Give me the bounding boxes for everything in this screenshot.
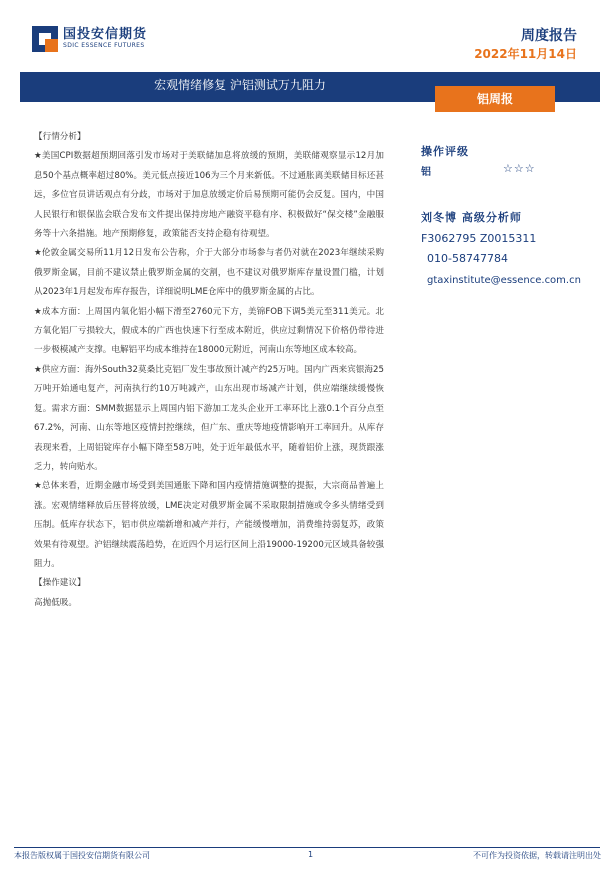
market-analysis-heading: 【行情分析】 (34, 132, 86, 142)
paragraph-us-macro: ★美国CPI数据超预期回落引发市场对于美联储加息将放缓的预期，美联储观察显示12月加息50个基点概率超过80%。美元低点接近106为三个月来新低。不过通胀离美联储目标还甚远，多位官员讲话观点有分歧，市场对于加息放缓定价后易预期可能仍会反复。国内，中国人民银行和银保监会联合发布文件提出保持房地产融资平稳有序、积极做好“保交楼”金融服务等十六条措施。地产预期修复，政策能否支持企稳有待观望。 (34, 151, 384, 240)
paragraph-lme-notice: ★伦敦金属交易所11月12日发布公告称，介于大部分市场参与者仍对就在2023年继续采购俄罗斯金属，目前不建议禁止俄罗斯金属的交割，也不建议对俄罗斯库存量设置门槛，计划从2023年1月起发布库存报告，详细说明LME仓库中的俄罗斯金属的占比。 (34, 248, 384, 298)
page-number: 1 (308, 850, 314, 859)
company-logo (32, 26, 147, 52)
logo-name-cn: 国投安信期货 (63, 27, 148, 42)
report-type: 周度报告 (521, 28, 577, 44)
footer-divider (14, 847, 600, 848)
footer-disclaimer: 不可作为投资依据，转载请注明出处 (473, 851, 601, 860)
advice-heading: 【操作建议】 (34, 578, 86, 589)
analyst-cert: F3062795 Z0015311 (421, 232, 537, 245)
analyst-email[interactable]: gtaxinstitute@essence.com.cn (427, 275, 581, 286)
logo-mark-icon (32, 26, 58, 52)
main-content (34, 128, 384, 613)
analyst-name: 刘冬博 高级分析师 (421, 211, 522, 224)
rating-title: 操作评级 (421, 145, 469, 158)
paragraph-cost: ★成本方面：上周国内氧化铝小幅下滑至2760元下方，美锦FOB下调5美元至311美元。北方氧化铝厂亏损较大，假成本的广西也快速下行至成本附近，供应过剩情况下价格仍带待进一步极模减产支撑。电解铝平均成本维持在18000元附近，河南山东等地区成本较高。 (34, 306, 384, 356)
advice-text: 高抛低吸。 (34, 597, 77, 608)
rating-item: 铝 (421, 167, 431, 178)
logo-name-en: SDIC ESSENCE FUTURES (63, 42, 145, 49)
footer-copyright: 本报告版权属于国投安信期货有限公司 (14, 851, 150, 860)
rating-stars-icon: ☆☆☆ (503, 162, 536, 175)
analyst-phone: 010-58747784 (427, 252, 508, 265)
report-tag: 铝周报 (435, 86, 555, 112)
paragraph-supply-demand: ★供应方面：海外South32莫桑比克铝厂发生事故预计减产约25万吨。国内广西来宾银海25万吨开始通电复产，河南执行约10万吨减产，山东出现市场减产计划，供应端继续缓慢恢复。需求方面：SMM数据显示上周国内铝下游加工龙头企业开工率环比上涨0.1个百分点至67.2%，河南、山东等地区疫情封控继续，但广东、重庆等地疫情影响开工率回升。从库存表现来看，上周铝锭库存小幅下降至58万吨，处于近年最低水平，随着铝价上涨，现货跟涨乏力，转向贴水。 (34, 364, 384, 472)
paragraph-summary: ★总体来看，近期金融市场受到美国通胀下降和国内疫情措施调整的提振，大宗商品普遍上涨。宏观情绪释放后压替将放缓，LME决定对俄罗斯金属不采取限制措施或令多头情绪受到压制。低库存状态下，铝市供应端新增和减产并行，产能缓慢增加，消费维持弱复苏，政策效果有待观望。沪铝继续震荡趋势，在近四个月运行区间上沿19000-19200元区域具备较强阻力。 (34, 481, 384, 569)
report-date: 2022年11月14日 (474, 47, 577, 61)
report-title: 宏观情绪修复 沪铝测试万九阻力 (154, 78, 326, 92)
